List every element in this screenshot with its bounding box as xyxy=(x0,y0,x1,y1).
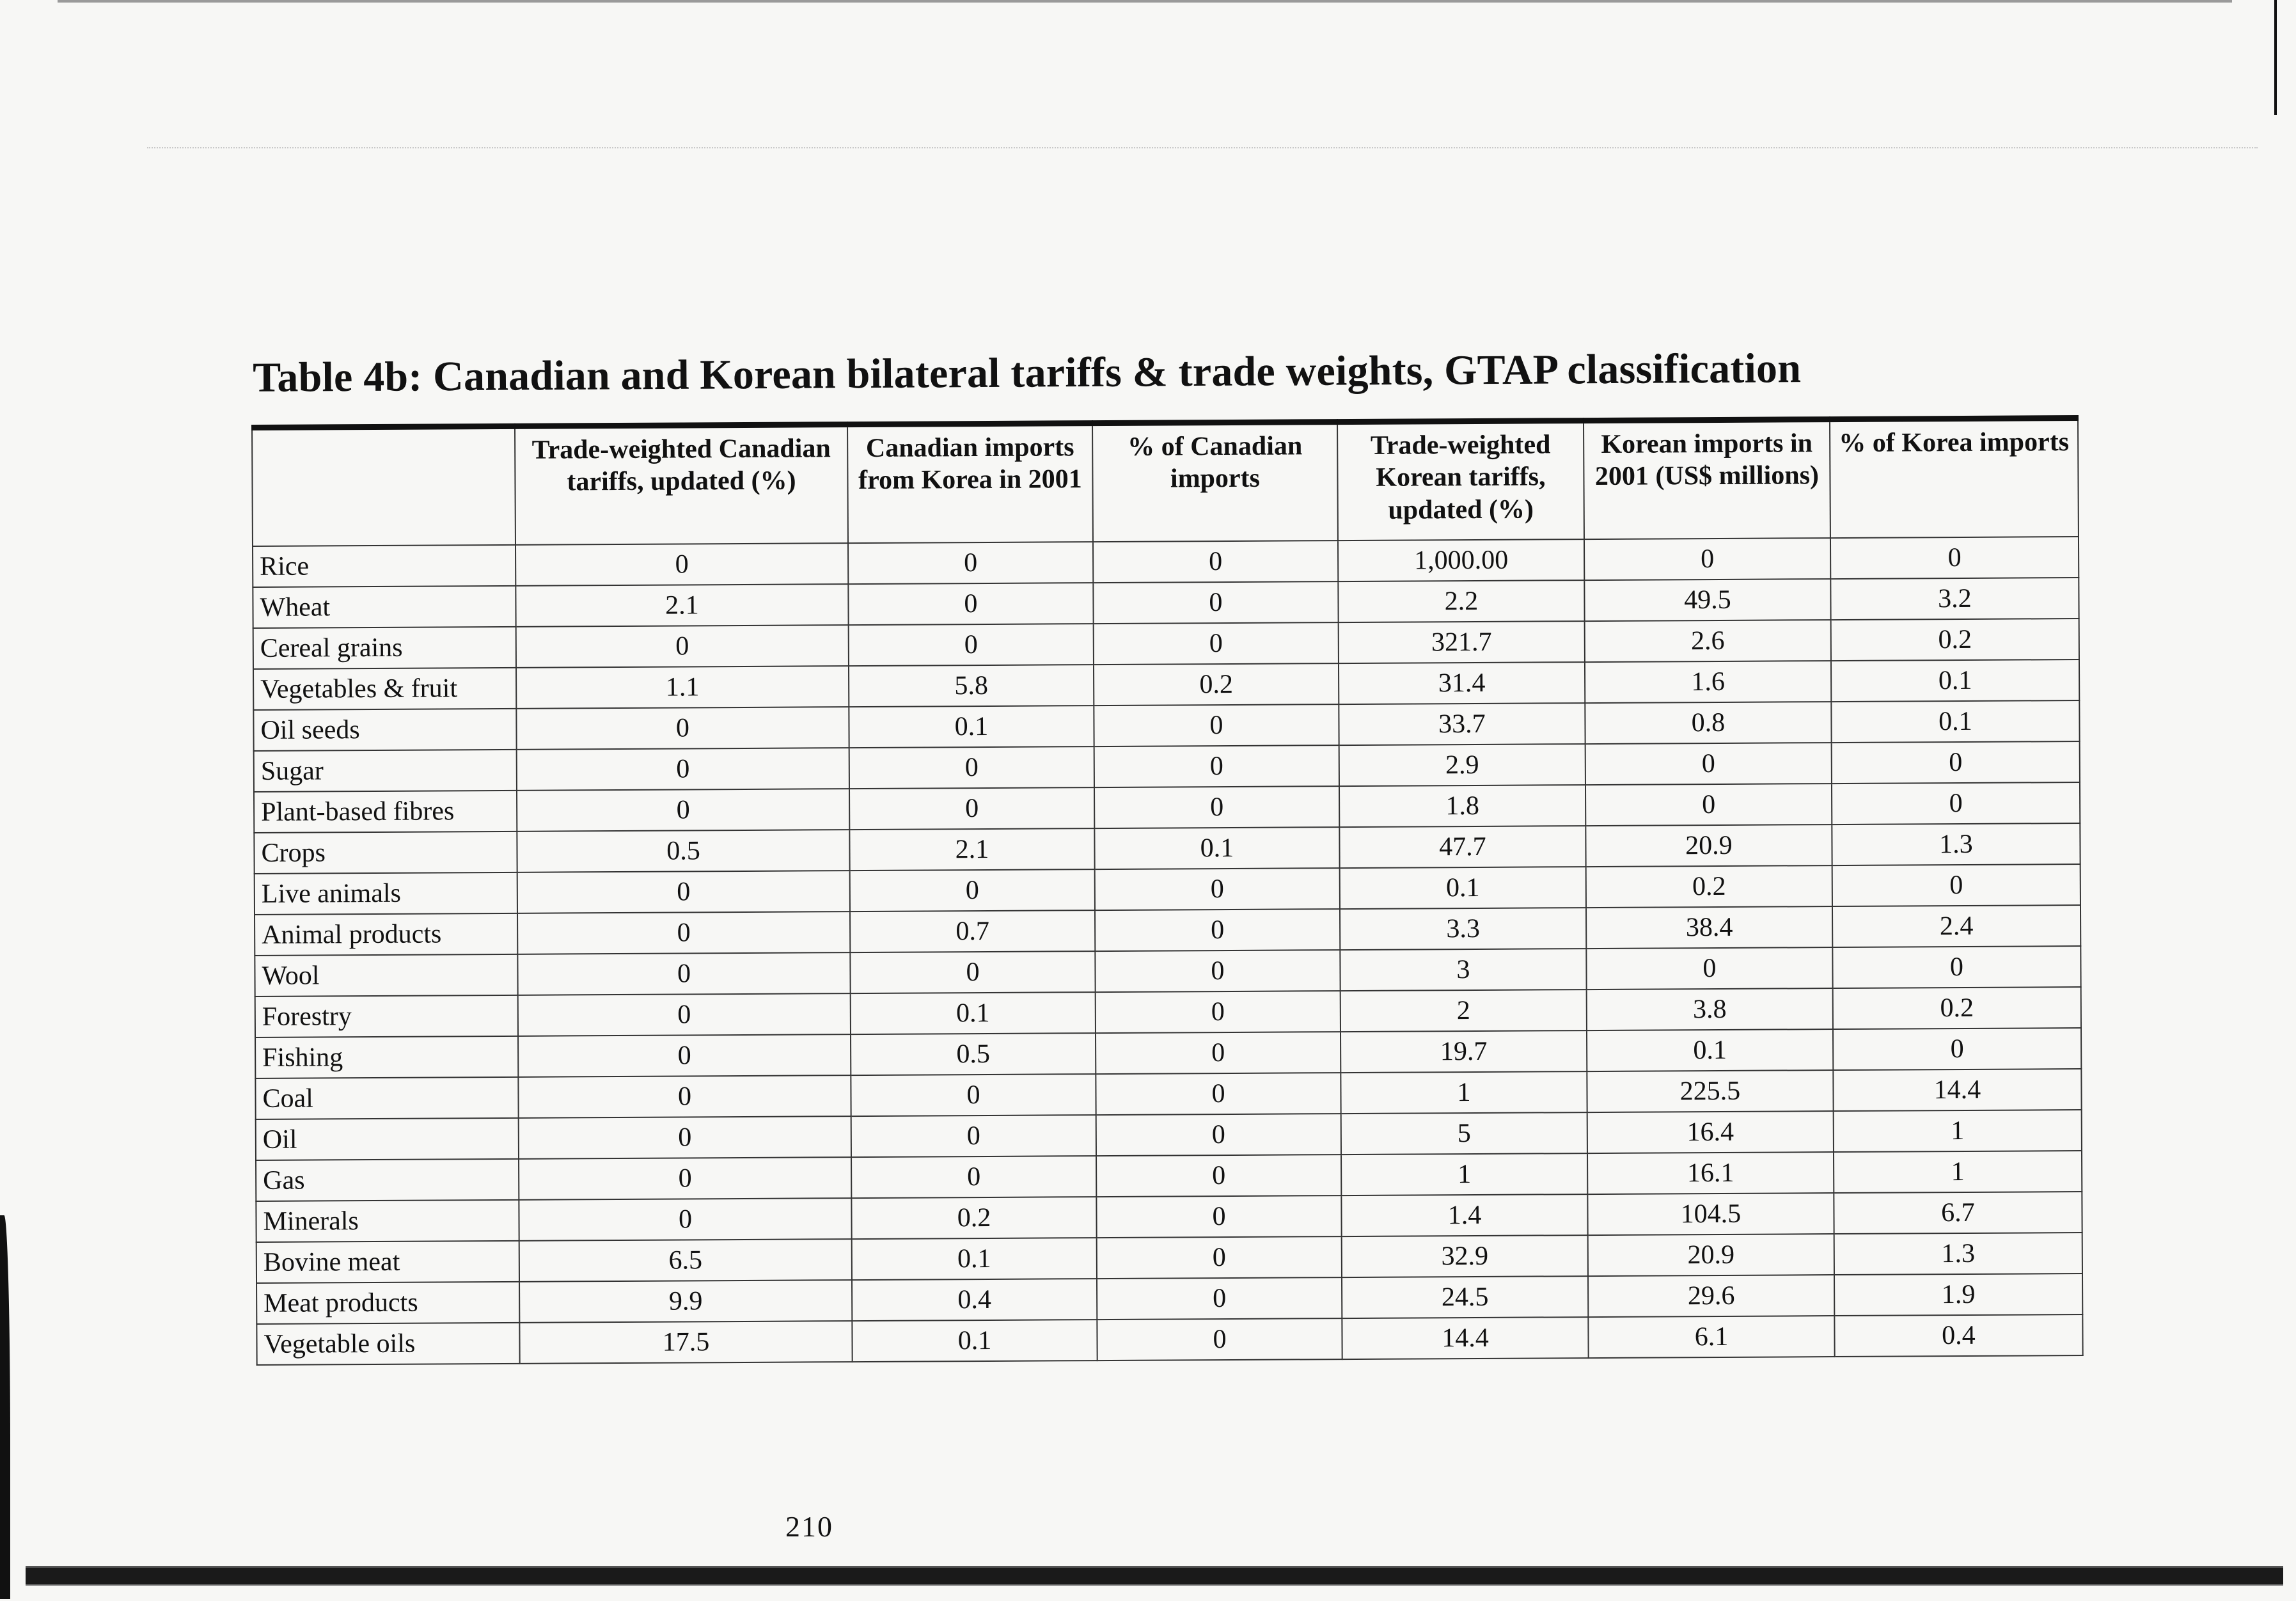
tariff-table xyxy=(251,415,2084,1366)
cell-canadian-imports: 0 xyxy=(849,746,1094,789)
cell-korean-imports: 104.5 xyxy=(1587,1193,1834,1235)
cell-canadian-imports: 0.7 xyxy=(850,910,1095,952)
cell-pct-korea-imports: 0.1 xyxy=(1831,659,2079,702)
cell-canadian-imports: 2.1 xyxy=(849,828,1094,871)
table-header xyxy=(252,418,2079,546)
cell-pct-canadian-imports: 0 xyxy=(1095,950,1340,992)
cell-korean-imports: 1.6 xyxy=(1585,661,1831,703)
cell-pct-korea-imports: 0.2 xyxy=(1831,619,2079,661)
cell-canadian-tariff: 0 xyxy=(517,748,849,791)
cell-canadian-imports: 0 xyxy=(848,583,1093,625)
cell-canadian-imports: 0.2 xyxy=(851,1197,1096,1239)
cell-canadian-tariff: 0 xyxy=(516,625,849,668)
cell-canadian-tariff: 0 xyxy=(517,911,850,954)
cell-sector: Vegetables & fruit xyxy=(253,668,516,710)
cell-pct-korea-imports: 6.7 xyxy=(1834,1192,2082,1234)
cell-korean-tariff: 24.5 xyxy=(1342,1276,1588,1318)
cell-canadian-imports: 0.4 xyxy=(852,1279,1097,1321)
cell-korean-tariff: 1 xyxy=(1341,1071,1587,1114)
cell-korean-tariff: 1.8 xyxy=(1339,785,1585,827)
cell-sector: Rice xyxy=(253,545,515,587)
cell-canadian-imports: 0 xyxy=(850,869,1095,911)
cell-korean-imports: 0 xyxy=(1585,784,1832,826)
cell-korean-imports: 0 xyxy=(1585,743,1832,785)
scan-artifact-line xyxy=(147,147,2258,152)
cell-sector: Oil seeds xyxy=(253,709,516,751)
page-right-edge xyxy=(2274,0,2277,115)
cell-pct-canadian-imports: 0 xyxy=(1096,1195,1341,1238)
cell-canadian-imports: 0 xyxy=(850,951,1095,993)
cell-korean-tariff: 3 xyxy=(1340,949,1586,991)
cell-korean-tariff: 2 xyxy=(1341,990,1587,1032)
cell-korean-tariff: 1,000.00 xyxy=(1338,539,1584,581)
page-bottom-edge xyxy=(26,1566,2283,1586)
cell-korean-imports: 38.4 xyxy=(1586,906,1832,949)
cell-canadian-tariff: 0 xyxy=(518,993,851,1036)
cell-canadian-imports: 0 xyxy=(849,624,1094,666)
cell-pct-korea-imports: 0.4 xyxy=(1834,1314,2082,1357)
cell-korean-tariff: 19.7 xyxy=(1341,1030,1587,1073)
cell-korean-tariff: 3.3 xyxy=(1340,908,1586,950)
cell-pct-korea-imports: 0.1 xyxy=(1831,700,2079,743)
cell-canadian-tariff: 0 xyxy=(519,1198,851,1241)
cell-sector: Meat products xyxy=(256,1282,519,1324)
header-cell-korean-tariffs: Trade-weighted Korean tariffs, updated (%) xyxy=(1337,421,1584,541)
cell-canadian-imports: 0 xyxy=(851,1074,1096,1116)
header-row xyxy=(252,418,2079,546)
cell-pct-korea-imports: 1 xyxy=(1834,1151,2082,1193)
cell-pct-canadian-imports: 0 xyxy=(1093,581,1338,624)
page-top-edge xyxy=(58,0,2232,3)
cell-korean-imports: 29.6 xyxy=(1588,1275,1834,1317)
cell-canadian-tariff: 1.1 xyxy=(516,666,849,709)
cell-korean-tariff: 0.1 xyxy=(1340,867,1586,909)
cell-korean-tariff: 2.2 xyxy=(1338,580,1584,622)
header-cell-korean-imports: Korean imports in 2001 (US$ millions) xyxy=(1584,420,1830,540)
header-cell-canadian-imports: Canadian imports from Korea in 2001 xyxy=(847,423,1093,544)
table-title: Table 4b: Canadian and Korean bilateral tariffs & trade weights, GTAP classification xyxy=(252,345,1802,401)
cell-korean-tariff: 2.9 xyxy=(1339,744,1585,786)
cell-pct-canadian-imports: 0 xyxy=(1095,868,1340,910)
header-cell-pct-korea-imports: % of Korea imports xyxy=(1830,418,2079,539)
cell-sector: Minerals xyxy=(256,1200,519,1242)
cell-pct-canadian-imports: 0 xyxy=(1094,786,1339,828)
cell-sector: Coal xyxy=(255,1077,518,1119)
cell-pct-canadian-imports: 0 xyxy=(1096,1114,1341,1156)
cell-pct-korea-imports: 0 xyxy=(1832,782,2080,824)
cell-korean-tariff: 14.4 xyxy=(1342,1317,1588,1359)
cell-pct-korea-imports: 0.2 xyxy=(1833,987,2081,1029)
cell-sector: Gas xyxy=(256,1159,519,1201)
cell-korean-imports: 2.6 xyxy=(1585,620,1831,662)
cell-sector: Forestry xyxy=(255,995,518,1037)
cell-canadian-tariff: 9.9 xyxy=(519,1280,852,1323)
cell-pct-canadian-imports: 0 xyxy=(1095,909,1340,951)
cell-canadian-tariff: 17.5 xyxy=(519,1321,852,1364)
cell-korean-imports: 0.8 xyxy=(1585,702,1831,744)
cell-sector: Live animals xyxy=(255,872,517,915)
cell-canadian-imports: 0 xyxy=(851,1115,1096,1157)
cell-canadian-imports: 0 xyxy=(851,1156,1096,1198)
cell-sector: Wheat xyxy=(253,586,515,628)
cell-korean-tariff: 31.4 xyxy=(1339,662,1585,704)
cell-canadian-tariff: 6.5 xyxy=(519,1239,852,1282)
cell-pct-canadian-imports: 0 xyxy=(1096,991,1341,1033)
cell-korean-tariff: 33.7 xyxy=(1339,703,1585,745)
cell-pct-korea-imports: 3.2 xyxy=(1830,578,2079,620)
cell-korean-tariff: 321.7 xyxy=(1339,621,1585,663)
cell-pct-canadian-imports: 0 xyxy=(1096,1073,1341,1115)
page-left-edge xyxy=(0,1215,10,1599)
cell-korean-imports: 0 xyxy=(1584,538,1830,580)
cell-pct-canadian-imports: 0.1 xyxy=(1094,827,1339,869)
cell-pct-canadian-imports: 0 xyxy=(1094,745,1339,787)
header-cell-pct-canadian-imports: % of Canadian imports xyxy=(1092,422,1338,542)
cell-sector: Wool xyxy=(255,954,517,997)
cell-korean-imports: 0 xyxy=(1586,947,1832,990)
cell-korean-imports: 0.2 xyxy=(1586,865,1832,908)
cell-sector: Animal products xyxy=(255,913,517,956)
page-number: 210 xyxy=(785,1510,833,1543)
header-cell-canadian-tariffs: Trade-weighted Canadian tariffs, updated (%) xyxy=(515,425,848,545)
cell-pct-canadian-imports: 0 xyxy=(1093,540,1338,583)
cell-korean-tariff: 1.4 xyxy=(1341,1194,1587,1236)
cell-canadian-imports: 5.8 xyxy=(849,665,1094,707)
cell-pct-canadian-imports: 0 xyxy=(1094,622,1339,665)
cell-pct-canadian-imports: 0.2 xyxy=(1094,663,1339,706)
cell-korean-tariff: 47.7 xyxy=(1339,826,1585,868)
cell-canadian-tariff: 0 xyxy=(515,543,848,586)
table-row xyxy=(256,1314,2082,1365)
cell-korean-imports: 3.8 xyxy=(1587,988,1833,1030)
cell-canadian-tariff: 0 xyxy=(518,1075,851,1118)
cell-sector: Cereal grains xyxy=(253,627,516,669)
cell-korean-imports: 20.9 xyxy=(1585,824,1832,867)
cell-pct-canadian-imports: 0 xyxy=(1097,1318,1342,1360)
cell-pct-korea-imports: 0 xyxy=(1833,1028,2081,1070)
cell-canadian-tariff: 0 xyxy=(517,952,850,995)
cell-canadian-tariff: 0 xyxy=(517,789,849,832)
cell-sector: Fishing xyxy=(255,1036,518,1078)
cell-sector: Plant-based fibres xyxy=(254,791,517,833)
cell-pct-korea-imports: 1 xyxy=(1834,1110,2082,1152)
cell-sector: Vegetable oils xyxy=(256,1323,519,1365)
cell-canadian-tariff: 0 xyxy=(518,1034,851,1077)
cell-korean-imports: 49.5 xyxy=(1584,579,1830,621)
cell-canadian-imports: 0.5 xyxy=(851,1033,1096,1075)
cell-canadian-tariff: 0 xyxy=(519,1157,851,1200)
cell-sector: Bovine meat xyxy=(256,1241,519,1283)
cell-korean-imports: 0.1 xyxy=(1587,1029,1833,1071)
cell-pct-korea-imports: 2.4 xyxy=(1832,905,2080,947)
cell-canadian-imports: 0.1 xyxy=(849,706,1094,748)
cell-korean-tariff: 5 xyxy=(1341,1112,1587,1155)
cell-sector: Crops xyxy=(254,832,517,874)
cell-korean-imports: 225.5 xyxy=(1587,1070,1833,1112)
cell-canadian-tariff: 0 xyxy=(516,707,849,750)
cell-pct-korea-imports: 1.3 xyxy=(1834,1233,2082,1275)
cell-pct-korea-imports: 14.4 xyxy=(1833,1069,2081,1111)
cell-pct-korea-imports: 1.9 xyxy=(1834,1274,2082,1316)
cell-korean-imports: 20.9 xyxy=(1588,1234,1834,1276)
cell-pct-canadian-imports: 0 xyxy=(1096,1032,1341,1074)
cell-pct-canadian-imports: 0 xyxy=(1094,704,1339,746)
cell-canadian-imports: 0 xyxy=(849,787,1094,830)
cell-pct-korea-imports: 1.3 xyxy=(1832,823,2080,865)
cell-canadian-tariff: 0 xyxy=(517,871,850,913)
cell-korean-imports: 6.1 xyxy=(1588,1316,1834,1358)
cell-pct-korea-imports: 0 xyxy=(1832,946,2080,988)
cell-korean-tariff: 32.9 xyxy=(1342,1235,1588,1277)
header-cell-sector xyxy=(252,426,515,546)
cell-canadian-imports: 0.1 xyxy=(851,992,1096,1034)
cell-sector: Sugar xyxy=(254,750,517,792)
cell-canadian-tariff: 0.5 xyxy=(517,830,849,872)
cell-pct-korea-imports: 0 xyxy=(1832,864,2080,906)
cell-pct-canadian-imports: 0 xyxy=(1096,1155,1341,1197)
cell-korean-imports: 16.4 xyxy=(1587,1111,1834,1153)
cell-canadian-tariff: 0 xyxy=(519,1116,851,1159)
cell-canadian-tariff: 2.1 xyxy=(515,584,848,627)
cell-canadian-imports: 0.1 xyxy=(852,1238,1097,1280)
cell-pct-korea-imports: 0 xyxy=(1832,741,2080,784)
cell-korean-tariff: 1 xyxy=(1341,1153,1587,1195)
cell-korean-imports: 16.1 xyxy=(1587,1152,1834,1194)
cell-sector: Oil xyxy=(256,1118,519,1160)
cell-canadian-imports: 0 xyxy=(848,542,1093,584)
cell-pct-canadian-imports: 0 xyxy=(1097,1236,1342,1279)
cell-canadian-imports: 0.1 xyxy=(852,1320,1097,1362)
cell-pct-canadian-imports: 0 xyxy=(1097,1277,1342,1320)
cell-pct-korea-imports: 0 xyxy=(1830,537,2079,579)
table-body xyxy=(253,537,2083,1365)
